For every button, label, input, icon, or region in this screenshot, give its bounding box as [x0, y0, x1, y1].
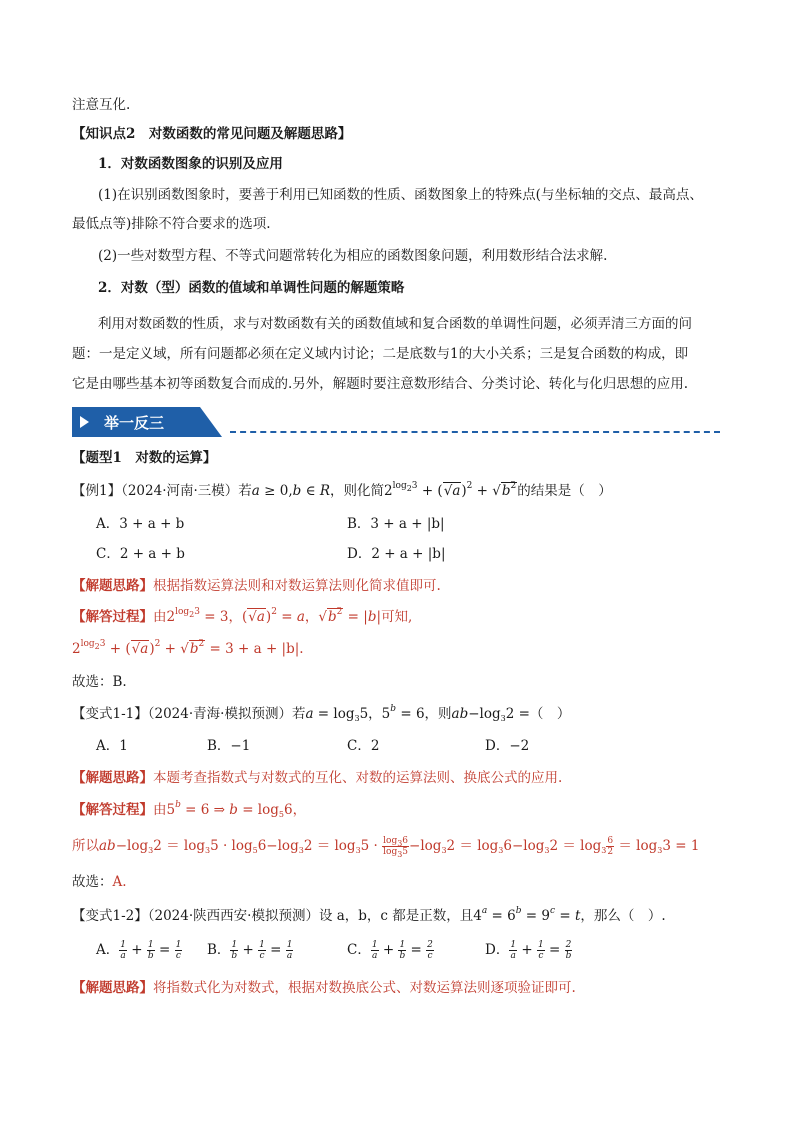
idea-label: 【解题思路】	[72, 578, 153, 594]
variant-1-2-label: 【变式1-2】	[72, 908, 148, 924]
option-b[interactable]: B．3 + a + |b|	[347, 516, 445, 532]
variant-1-1-stem: 【变式1-1】（2024·青海·模拟预测）若$a = \log_35$，$5^b = 6$，则$ab-\log_32$ =（ ）	[72, 704, 571, 723]
variant-1-2-source: （2024·陕西西安·模拟预测）	[147, 908, 319, 924]
option-c[interactable]: C．2	[347, 738, 380, 754]
process-label: 【解答过程】	[72, 609, 153, 625]
section-1-paragraph-1a: (1)在识别函数图象时，要善于利用已知函数的性质、函数图象上的特殊点(与坐标轴的交点、最高点、	[98, 187, 703, 203]
option-b[interactable]: B．−1	[207, 738, 251, 754]
option-d[interactable]: D．2 + a + |b|	[347, 546, 446, 562]
option-d[interactable]: D． $\frac{1}{a}$ + $\frac{1}{c}$ = $\frac{2}{b}$	[485, 940, 572, 961]
option-d[interactable]: D．−2	[485, 738, 530, 754]
option-c[interactable]: C．2 + a + b	[96, 546, 185, 562]
option-a[interactable]: A． $\frac{1}{a}$ + $\frac{1}{b}$ = $\frac{1}{c}$	[96, 940, 182, 961]
section-1-title: 1．对数函数图象的识别及应用	[98, 156, 283, 172]
type1-header: 【题型1 对数的运算】	[72, 450, 217, 466]
section-2-title: 2．对数（型）函数的值域和单调性问题的解题策略	[98, 280, 405, 296]
option-c[interactable]: C． $\frac{1}{a}$ + $\frac{1}{b}$ = $\frac{2}{c}$	[347, 940, 433, 961]
option-a[interactable]: A．3 + a + b	[96, 516, 185, 532]
example-1-label: 【例1】	[72, 483, 122, 499]
example-1-stem: 【例1】（2024·河南·三模）若a ≥ 0,b ∈ R，则化简$2^{log_23} + (√a)^2 + √b^2$的结果是（ ）	[72, 481, 612, 499]
variant-1-2-idea: 【解题思路】将指数式化为对数式，根据对数换底公式、对数运算法则逐项验证即可.	[72, 980, 576, 996]
example-1-result: $2^{log_23} + (√a)^2 + √b^2 = 3 + a + |b|$.	[72, 639, 304, 657]
example-1-source: （2024·河南·三模）	[121, 483, 239, 499]
variant-1-1-label: 【变式1-1】	[72, 706, 148, 722]
banner-dashed-divider	[230, 431, 720, 433]
section-2-paragraph-a: 利用对数函数的性质，求与对数函数有关的函数值域和复合函数的单调性问题，必须弄清三方面的问	[98, 316, 692, 332]
variant-1-1-process: 【解答过程】由$5^b = 6$ ⇒ $b = \log_56$，	[72, 800, 307, 819]
idea-label: 【解题思路】	[72, 980, 153, 996]
option-b[interactable]: B． $\frac{1}{b}$ + $\frac{1}{c}$ = $\frac{1}{a}$	[207, 940, 293, 961]
knowledge-point-header: 【知识点2 对数函数的常见问题及解题思路】	[72, 126, 352, 142]
variant-1-1-idea: 【解题思路】本题考查指数式与对数式的互化、对数的运算法则、换底公式的应用.	[72, 770, 563, 786]
variant-1-2-stem: 【变式1-2】（2024·陕西西安·模拟预测）设 a，b，c 都是正数，且$4^a = 6^b = 9^c = t$，那么（ ）.	[72, 906, 666, 924]
section-2-paragraph-b: 题：一是定义域，所有问题都必须在定义域内讨论；二是底数与1的大小关系；三是复合函数的构成，即	[72, 346, 689, 362]
option-a[interactable]: A．1	[96, 738, 128, 754]
example-1-idea: 【解题思路】根据指数运算法则和对数运算法则化简求值即可.	[72, 578, 441, 594]
section-1-paragraph-2: (2)一些对数型方程、不等式问题常转化为相应的函数图象问题，利用数形结合法求解.	[98, 248, 608, 264]
banner-text: 举一反三	[104, 414, 165, 432]
variant-1-1-derivation: 所以$ab-\log_32 = \log_35 \cdot \log_56-\log_32 = \log_35$ · $\frac{\log_36}{\log_35}$ $-\log_32 = \log_36-\log_32 = \log_3$ $\frac{6}{2}$ ＝ $\log_33 = 1$	[72, 836, 700, 859]
idea-label: 【解题思路】	[72, 770, 153, 786]
variant-1-1-answer: 故选：A.	[72, 874, 127, 890]
intro-line: 注意互化.	[72, 97, 131, 113]
section-1-paragraph-1b: 最低点等)排除不符合要求的选项.	[72, 216, 271, 232]
example-1-answer: 故选：B.	[72, 674, 127, 690]
variant-1-1-source: （2024·青海·模拟预测）	[147, 706, 292, 722]
section-2-paragraph-c: 它是由哪些基本初等函数复合而成的.另外，解题时要注意数形结合、分类讨论、转化与化归思想的应用.	[72, 376, 689, 392]
process-label: 【解答过程】	[72, 802, 153, 818]
example-1-process: 【解答过程】由$2^{log_23} = 3$，$(√a)^2 = a$，$√b^2 = |b|$可知,	[72, 607, 413, 625]
